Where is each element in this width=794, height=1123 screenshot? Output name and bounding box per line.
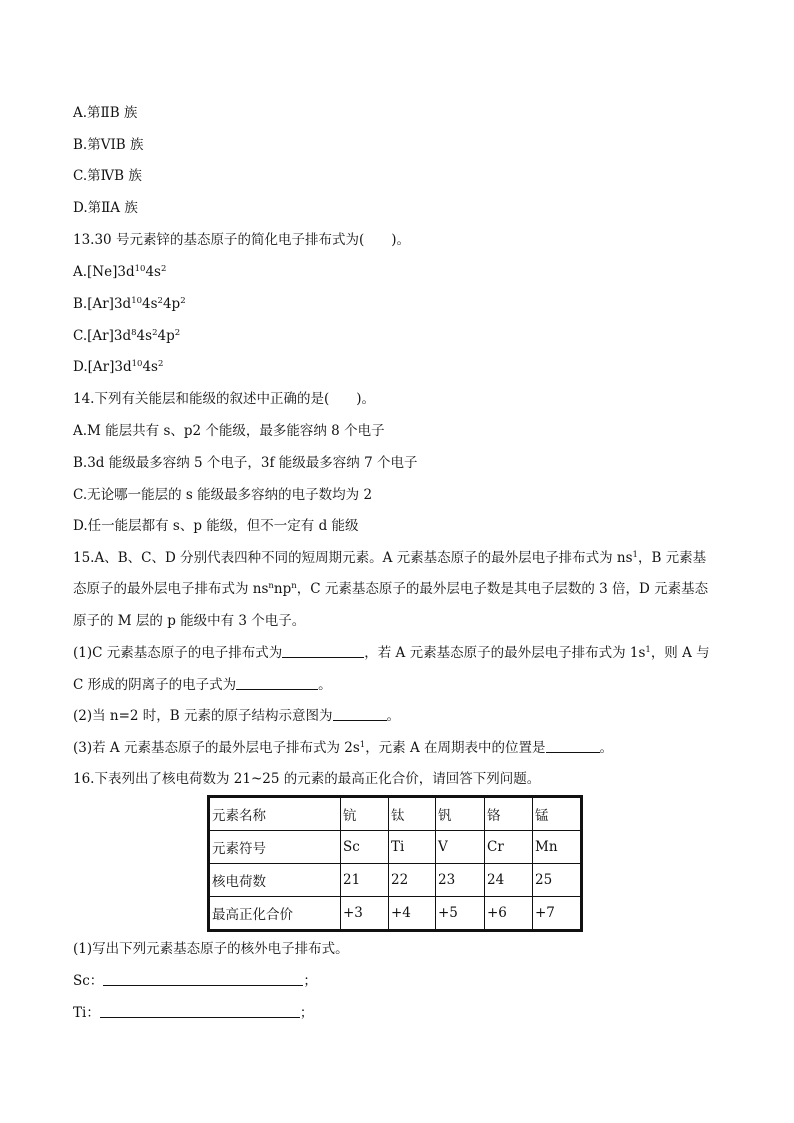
q15-sub1-line2: C 形成的阴离子的电子式为 。 (73, 677, 332, 693)
table-cell: 最高正化合价 (209, 897, 341, 931)
answer-blank[interactable] (103, 972, 303, 986)
table-cell: Cr (485, 831, 533, 864)
table-cell: 24 (485, 864, 533, 897)
question-14-stem: 14.下列有关能层和能级的叙述中正确的是( )。 (73, 391, 376, 407)
table-row (209, 831, 582, 864)
table-cell: +6 (485, 897, 533, 931)
table-cell: Mn (533, 831, 582, 864)
table-cell: +7 (533, 897, 582, 931)
q14-option-c: C.无论哪一能层的 s 能级最多容纳的电子数均为 2 (73, 487, 373, 503)
question-13-stem: 13.30 号元素锌的基态原子的简化电子排布式为( )。 (73, 232, 410, 248)
element-table (207, 795, 583, 932)
answer-blank[interactable] (236, 676, 318, 690)
question-15-stem-line3: 原子的 M 层的 p 能级中有 3 个电子。 (73, 613, 306, 629)
table-cell: 元素符号 (209, 831, 341, 864)
table-row (209, 897, 582, 931)
question-16-stem: 16.下表列出了核电荷数为 21~25 的元素的最高正化合价，请回答下列问题。 (73, 771, 541, 787)
table-cell: +3 (341, 897, 389, 931)
q16-sc-answer: Sc： ； (73, 973, 317, 989)
table-cell: 23 (436, 864, 485, 897)
table-cell: +4 (389, 897, 436, 931)
option-a: A.第ⅡB 族 (73, 105, 138, 121)
q14-option-a: A.M 能层共有 s、p2 个能级，最多能容纳 8 个电子 (73, 423, 385, 439)
q14-option-b: B.3d 能级最多容纳 5 个电子，3f 能级最多容纳 7 个电子 (73, 455, 418, 471)
table-cell: 钪 (341, 797, 389, 831)
table-cell: 元素名称 (209, 797, 341, 831)
answer-blank[interactable] (282, 644, 364, 658)
q13-option-b: $B.[Ar]3d^{10}4s^24p^2$ (73, 296, 186, 312)
q13-option-a: $A.[Ne]3d^{10}4s^2$ (73, 264, 167, 280)
table-cell: 钒 (436, 797, 485, 831)
question-15-stem-line1: 15.A、B、C、D 分别代表四种不同的短周期元素。A 元素基态原子的最外层电子排布式为 $ns^1$，B 元素基 (73, 550, 707, 566)
table-cell: 25 (533, 864, 582, 897)
answer-blank[interactable] (333, 707, 387, 721)
option-d: D.第ⅡA 族 (73, 200, 138, 216)
q14-option-d: D.任一能层都有 s、p 能级，但不一定有 d 能级 (73, 518, 359, 534)
table-cell: +5 (436, 897, 485, 931)
table-cell: 锰 (533, 797, 582, 831)
question-15-stem-line2: 态原子的最外层电子排布式为 $ns^nnp^n$，C 元素基态原子的最外层电子数是其电子层数的 3 倍，D 元素基态 (73, 581, 709, 597)
q13-option-c: $C.[Ar]3d^84s^24p^2$ (73, 328, 181, 344)
table-row (209, 864, 582, 897)
q16-sub1: (1)写出下列元素基态原子的核外电子排布式。 (73, 941, 349, 957)
table-cell: 钛 (389, 797, 436, 831)
q13-option-d: $D.[Ar]3d^{10}4s^2$ (73, 359, 164, 375)
table-cell: 22 (389, 864, 436, 897)
table-cell: V (436, 831, 485, 864)
table-row (209, 797, 582, 831)
table-cell: Ti (389, 831, 436, 864)
q15-sub2: (2)当 n=2 时，B 元素的原子结构示意图为 。 (73, 708, 401, 724)
option-c: C.第ⅣB 族 (73, 168, 142, 184)
table-cell: 核电荷数 (209, 864, 341, 897)
table-cell: 铬 (485, 797, 533, 831)
q15-sub1: (1)C 元素基态原子的电子排布式为 ，若 A 元素基态原子的最外层电子排布式为 $1s^1$，则 A 与 (73, 645, 710, 661)
q16-ti-answer: Ti： ； (73, 1005, 314, 1021)
option-b: B.第VIB 族 (73, 137, 144, 153)
table-cell: Sc (341, 831, 389, 864)
q15-sub3: (3)若 A 元素基态原子的最外层电子排布式为 $2s^1$，元素 A 在周期表中的位置是 。 (73, 740, 614, 756)
answer-blank[interactable] (100, 1004, 300, 1018)
answer-blank[interactable] (546, 739, 600, 753)
table-cell: 21 (341, 864, 389, 897)
